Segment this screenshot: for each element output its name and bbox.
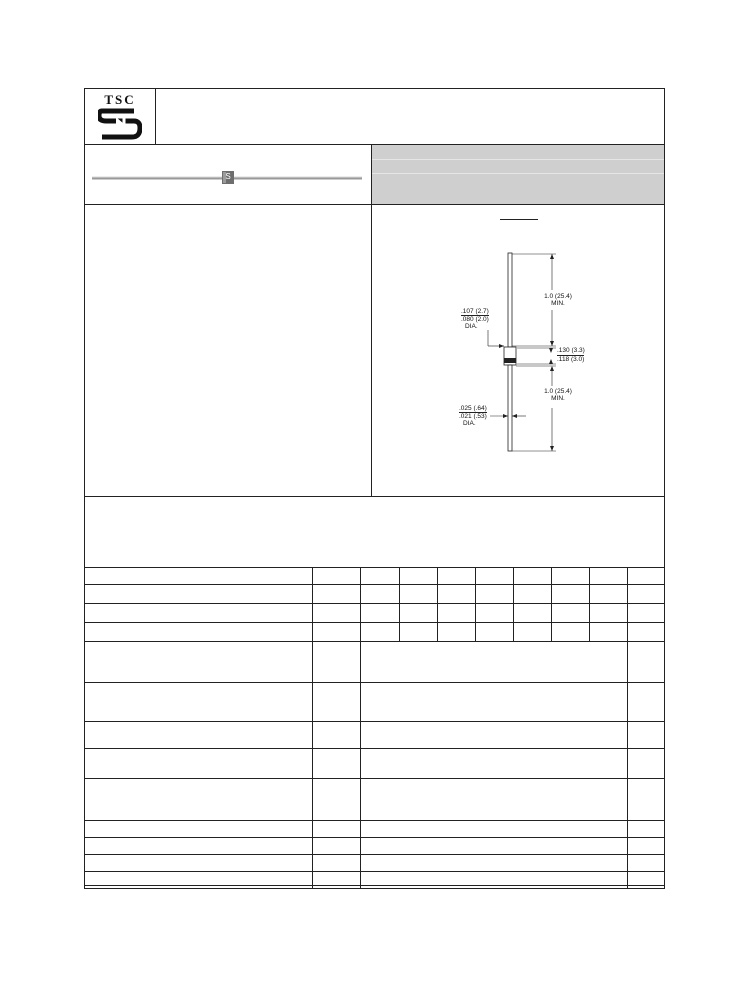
dim-bottom-length-value: 1.0 (25.4) [544, 388, 572, 395]
table-row [85, 623, 665, 642]
table-row [85, 722, 665, 749]
dim-body-dia-suffix: DIA. [465, 323, 478, 330]
table-row [85, 604, 665, 623]
divider-top-section [84, 204, 665, 205]
logo-text: TSC [104, 92, 136, 107]
part-number-panel [372, 145, 664, 204]
table-row [85, 749, 665, 779]
table-row [85, 642, 665, 683]
dim-body-dia-max: .107 (2.7) [461, 308, 489, 315]
dim-lead-dia-max: .025 (.64) [459, 405, 487, 412]
table-row [85, 872, 665, 889]
dim-top-length-value: 1.0 (25.4) [544, 293, 572, 300]
dim-lead-dia-suffix: DIA. [463, 420, 476, 427]
dim-lead-dia-min: .021 (.53) [459, 413, 487, 420]
table-row [85, 585, 665, 604]
table-row [85, 821, 665, 838]
dim-body-len-max: .130 (3.3) [557, 347, 585, 354]
ratings-table [84, 567, 665, 889]
table-row [85, 683, 665, 722]
divider-mid-section [84, 496, 665, 497]
drawing-title-bar [500, 219, 538, 220]
dim-bottom-length-min: MIN. [551, 395, 565, 402]
tsc-logo-icon [98, 107, 142, 141]
table-row [85, 568, 665, 585]
package-body-label: S [225, 172, 231, 181]
dim-body-dia-min: .080 (2.0) [461, 316, 489, 323]
dim-top-length-min: MIN. [551, 300, 565, 307]
logo-box [84, 88, 156, 144]
table-row [85, 838, 665, 855]
dim-body-len-min: .118 (3.0) [557, 356, 585, 363]
table-row [85, 855, 665, 872]
table-row [85, 779, 665, 821]
